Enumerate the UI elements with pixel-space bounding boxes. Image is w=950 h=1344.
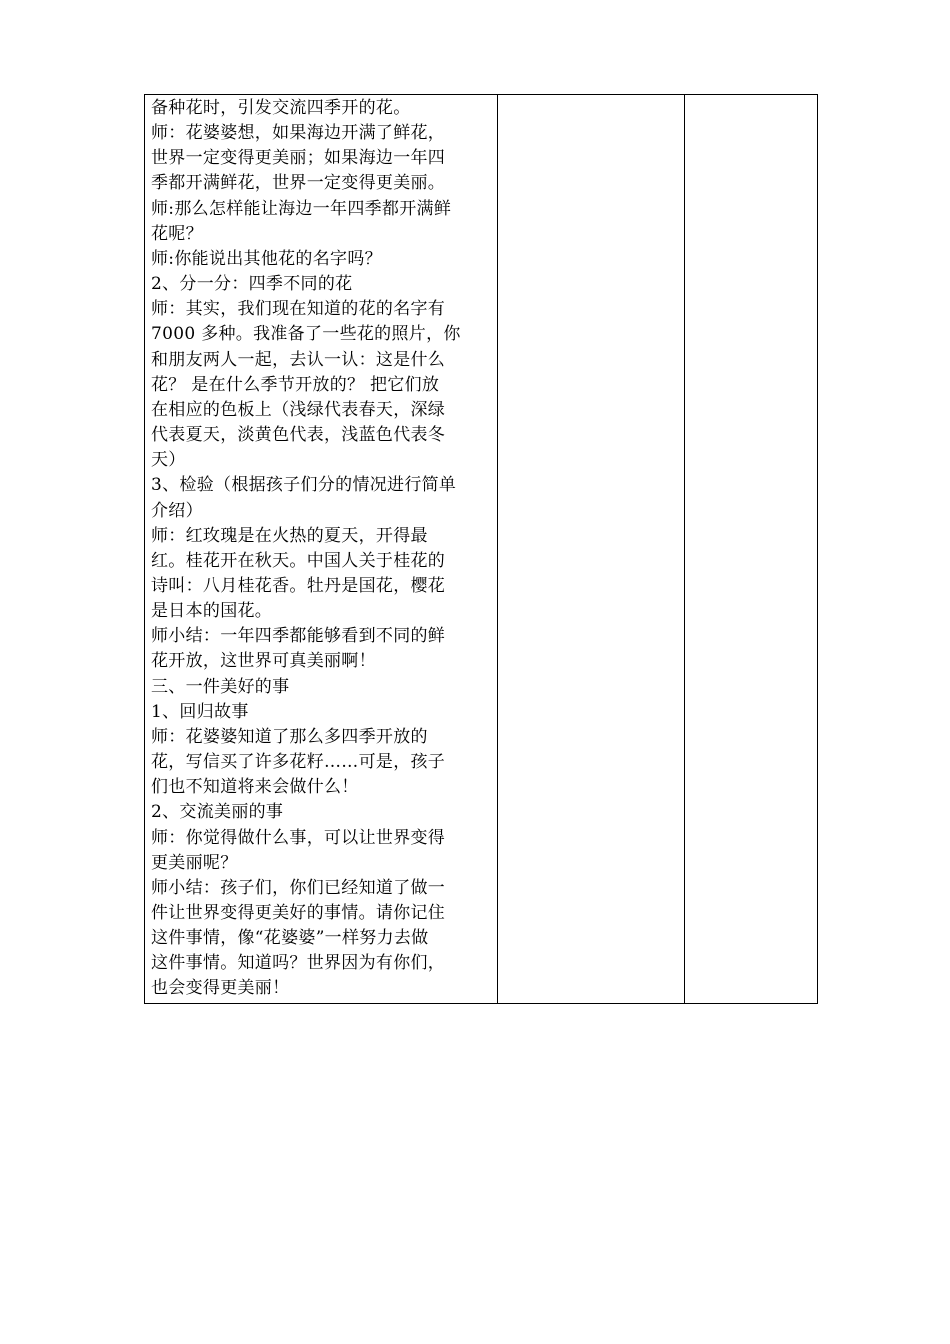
text-line: 师：花婆婆知道了那么多四季开放的 [151, 726, 428, 747]
lesson-plan-table [144, 94, 818, 1004]
text-line: 师:你能说出其他花的名字吗？ [151, 248, 382, 269]
text-line: 2、交流美丽的事 [151, 802, 284, 823]
text-line: 更美丽呢？ [151, 852, 238, 873]
text-line: 2、分一分：四季不同的花 [151, 274, 353, 295]
text-line: 师:那么怎样能让海边一年四季都开满鲜 [151, 198, 452, 219]
text-line: 和朋友两人一起，去认一认：这是什么 [151, 349, 446, 370]
text-line: 是日本的国花。 [151, 601, 273, 622]
middle-column-cell [498, 95, 685, 1004]
text-line: 世界一定变得更美丽；如果海边一年四 [151, 148, 446, 169]
text-line: 师：花婆婆想，如果海边开满了鲜花， [151, 123, 446, 144]
text-line: 师小结：一年四季都能够看到不同的鲜 [151, 626, 446, 647]
text-line: 们也不知道将来会做什么！ [151, 777, 359, 798]
middle-column-text [498, 95, 684, 97]
text-line: 花？ 是在什么季节开放的？ 把它们放 [151, 374, 440, 395]
text-line: 1、回归故事 [151, 701, 249, 722]
text-line: 花开放，这世界可真美丽啊！ [151, 651, 376, 672]
text-line: 花，写信买了许多花籽……可是，孩子 [151, 752, 446, 773]
text-line: 师：其实，我们现在知道的花的名字有 [151, 299, 446, 320]
text-line: 花呢？ [151, 223, 203, 244]
right-column-text [685, 95, 817, 97]
text-line: 季都开满鲜花，世界一定变得更美丽。 [151, 173, 446, 194]
text-line: 这件事情，像“花婆婆”一样努力去做 [151, 928, 429, 949]
text-line: 师小结：孩子们，你们已经知道了做一 [151, 877, 446, 898]
text-line: 这件事情。知道吗？世界因为有你们， [151, 953, 446, 974]
text-line: 7000 多种。我准备了一些花的照片，你 [151, 324, 461, 345]
text-line: 备种花时，引发交流四季开的花。 [151, 98, 411, 118]
teaching-process-cell [145, 95, 498, 1004]
text-line: 红。桂花开在秋天。中国人关于桂花的 [151, 550, 446, 571]
right-column-cell [685, 95, 818, 1004]
text-line: 三、一件美好的事 [151, 676, 290, 697]
table-row [145, 95, 818, 1004]
text-line: 师：红玫瑰是在火热的夏天，开得最 [151, 525, 428, 546]
teaching-process-text [145, 95, 497, 1003]
text-line: 天） [151, 450, 186, 471]
text-line: 也会变得更美丽！ [151, 978, 290, 999]
text-line: 3、检验（根据孩子们分的情况进行简单 [151, 475, 457, 496]
text-line: 诗叫：八月桂花香。牡丹是国花，樱花 [151, 575, 446, 596]
text-line: 介绍） [151, 500, 203, 521]
text-line: 件让世界变得更美好的事情。请你记住 [151, 903, 446, 923]
text-line: 代表夏天，淡黄色代表，浅蓝色代表冬 [151, 425, 446, 446]
text-line: 师：你觉得做什么事，可以让世界变得 [151, 827, 446, 848]
text-line: 在相应的色板上（浅绿代表春天，深绿 [151, 399, 446, 420]
